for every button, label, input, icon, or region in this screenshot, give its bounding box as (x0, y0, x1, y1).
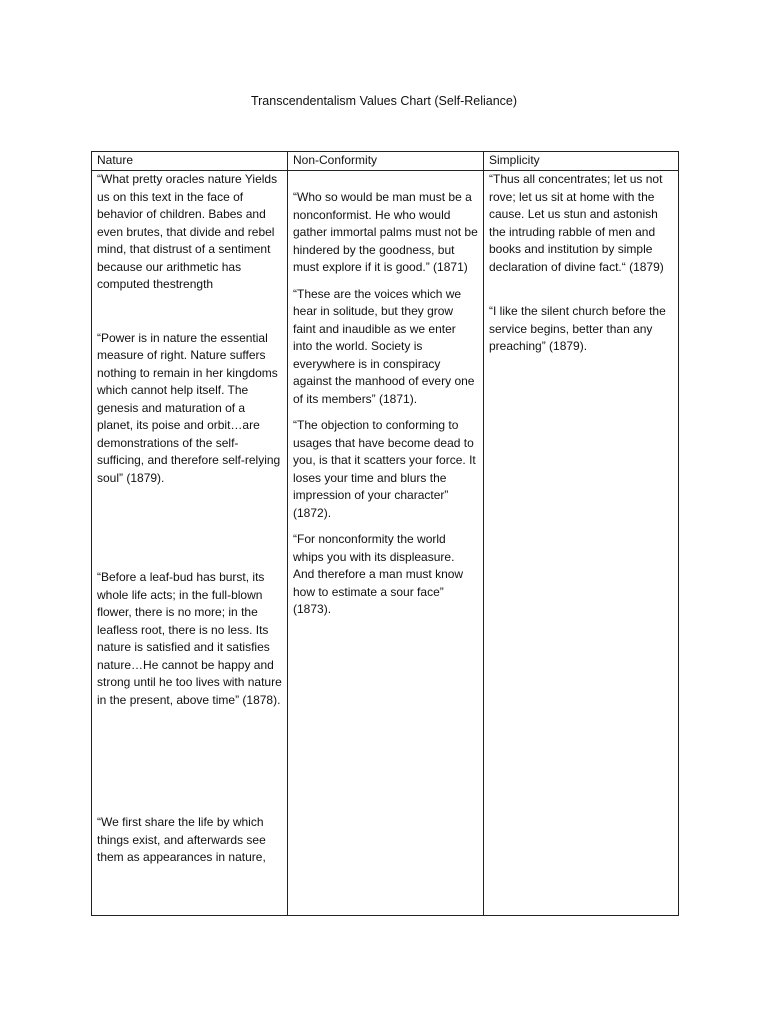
nature-cell (92, 171, 288, 916)
column-header-nature: Nature (92, 152, 288, 171)
nature-quote: “What pretty oracles nature Yields us on this text in the face of behavior of children. Babes and even brutes, that divide and rebel mind, that distrust of a sentiment because our arithmetic has computed thestrength (97, 172, 278, 291)
values-chart-table (91, 151, 679, 916)
nonconformity-quote: “For nonconformity the world whips you with its displeasure. And therefore a man must know how to estimate a sour face” (1873). (293, 532, 464, 616)
nature-quote: “Power is in nature the essential measure of right. Nature suffers nothing to remain in her kingdoms which cannot help itself. The genesis and maturation of a planet, its poise and orbit…are demonstrations of the self-sufficing, and therefore self-relying soul” (1879). (97, 330, 281, 485)
nonconformity-quote: “Who so would be man must be a nonconformist. He who would gather immortal palms must not be hindered by the goodness, but must explore if it is good.” (1871) (293, 190, 478, 274)
nonconformity-cell (288, 171, 484, 916)
column-header-simplicity: Simplicity (484, 152, 679, 171)
table-row (92, 171, 679, 916)
column-header-nonconformity: Non-Conformity (288, 152, 484, 171)
simplicity-quote: “Thus all concentrates; let us not rove; let us sit at home with the cause. Let us stun and astonish the intruding rabble of men and books and institution by simple declaration of divine fact.“ (1879) (489, 172, 664, 274)
nonconformity-quote: “The objection to conforming to usages that have become dead to you, is that it scatters your force. It loses your time and blurs the impression of your character” (1872). (293, 418, 476, 520)
simplicity-quote: “I like the silent church before the service begins, better than any preaching” (1879). (489, 304, 666, 353)
page-title: Transcendentalism Values Chart (Self-Reliance) (250, 94, 518, 108)
nature-quote: “Before a leaf-bud has burst, its whole life acts; in the full-blown flower, there is no more; in the leafless root, there is no less. Its nature is satisfied and it satisfies nature…He cannot be happy and strong until he too lives with nature in the present, above time” (1878). (97, 570, 282, 707)
table-header-row (92, 152, 679, 171)
nature-quote: “We first share the life by which things exist, and afterwards see them as appearances in nature, (97, 815, 266, 864)
nonconformity-quote: “These are the voices which we hear in solitude, but they grow faint and inaudible as we enter into the world. Society is everywhere is in conspiracy against the manhood of every one of its members” (1871). (293, 286, 475, 406)
simplicity-cell (484, 171, 679, 916)
